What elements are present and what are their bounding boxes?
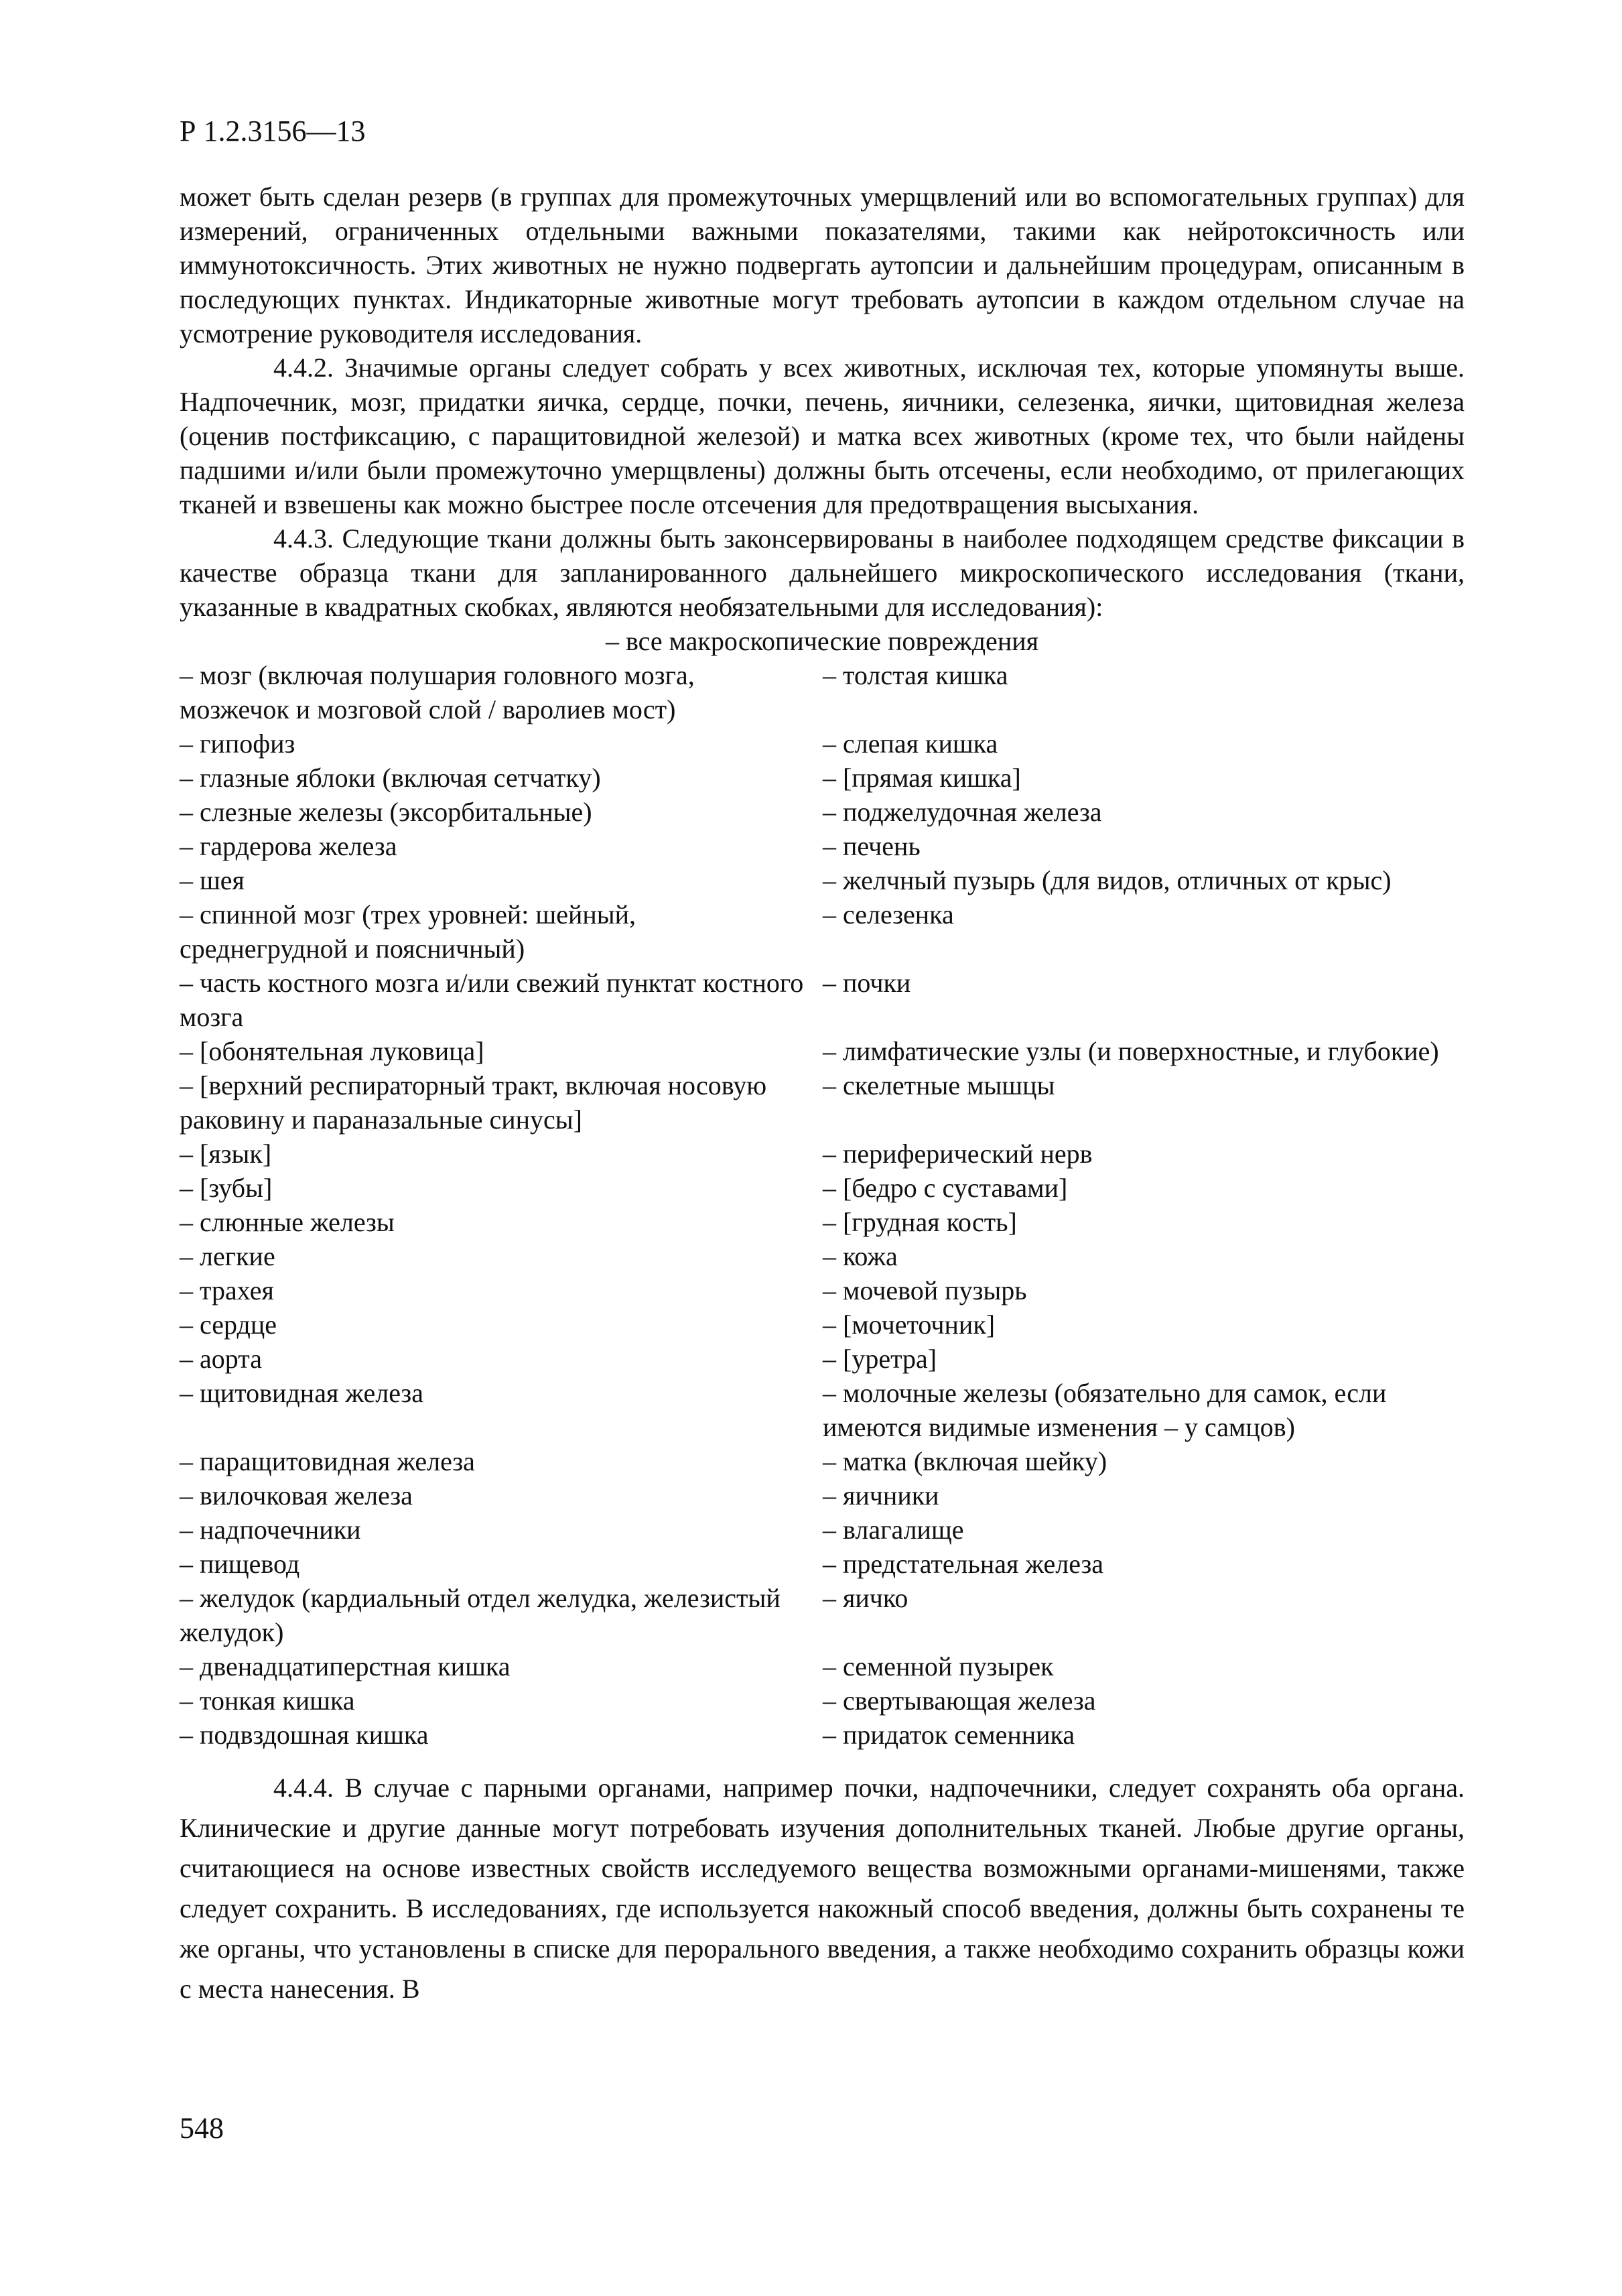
tissue-item-right: – кожа bbox=[823, 1241, 898, 1271]
tissue-item-left: – сердце bbox=[180, 1310, 277, 1340]
tissue-item-left: – глазные яблоки (включая сетчатку) bbox=[180, 763, 601, 793]
tissue-item-right: – свертывающая железа bbox=[823, 1685, 1096, 1716]
tissue-item-left: – вилочковая железа bbox=[180, 1480, 413, 1511]
tissue-item-left: – спинной мозг (трех уровней: шейный, среднегрудной и поясничный) bbox=[180, 899, 636, 964]
tissue-item-right: – мочевой пузырь bbox=[823, 1275, 1027, 1305]
tissue-item-left: – [верхний респираторный тракт, включая носовую раковину и параназальные синусы] bbox=[180, 1070, 767, 1135]
tissue-item-left: – надпочечники bbox=[180, 1515, 361, 1545]
tissue-item-left: – [обонятельная луковица] bbox=[180, 1036, 484, 1066]
tissue-item-left: – слезные железы (эксорбитальные) bbox=[180, 797, 592, 827]
tissue-item-right: – [бедро с суставами] bbox=[823, 1173, 1068, 1203]
tissue-list-header: – все макроскопические повреждения bbox=[605, 626, 1039, 656]
tissue-item-left: – тонкая кишка bbox=[180, 1685, 355, 1716]
tissue-item-right: – [уретра] bbox=[823, 1344, 937, 1374]
tissue-item-right: – толстая кишка bbox=[823, 660, 1008, 690]
paragraph-4-4-2: 4.4.2. Значимые органы следует собрать у всех животных, исключая тех, которые упомянуты выше. Надпочечник, мозг, придатки яичка, сердце, почки, печень, яичники, селезенка, яички, щитовидная железа (оценив постфиксацию, с паращитовидной железой) и матка всех животных (кроме тех, что были найдены падшими и/или были промежуточно умерщвлены) должны быть отсечены, если необходимо, от прилегающих тканей и взвешены как можно быстрее после отсечения для предотвращения высыхания. bbox=[180, 353, 1465, 519]
tissue-item-right: – яичники bbox=[823, 1480, 939, 1511]
paragraph-intro: может быть сделан резерв (в группах для промежуточных умерщвлений или во вспомогательных группах) для измерений, ограниченных отдельными важными показателями, такими как нейротоксичность или иммунотоксичность. Этих животных не нужно подвергать аутопсии и дальнейшим процедурам, описанным в последующих пунктах. Индикаторные животные могут требовать аутопсии в каждом отдельном случае на усмотрение руководителя исследования. bbox=[180, 182, 1465, 348]
tissue-item-right: – [мочеточник] bbox=[823, 1310, 996, 1340]
tissue-item-left: – легкие bbox=[180, 1241, 275, 1271]
tissue-item-right: – слепая кишка bbox=[823, 728, 998, 759]
tissue-item-right: – матка (включая шейку) bbox=[823, 1446, 1107, 1476]
tissue-item-right: – [грудная кость] bbox=[823, 1207, 1017, 1237]
tissue-item-left: – мозг (включая полушария головного мозга, мозжечок и мозговой слой / варолиев мост) bbox=[180, 660, 695, 724]
tissue-item-right: – молочные железы (обязательно для самок, если имеются видимые изменения – у самцов) bbox=[823, 1378, 1387, 1442]
tissue-item-left: – трахея bbox=[180, 1275, 274, 1305]
tissue-item-right: – периферический нерв bbox=[823, 1139, 1093, 1169]
tissue-item-right: – придаток семенника bbox=[823, 1720, 1075, 1750]
tissue-item-left: – щитовидная железа bbox=[180, 1378, 423, 1408]
tissue-item-left: – двенадцатиперстная кишка bbox=[180, 1651, 511, 1681]
tissue-item-left: – пищевод bbox=[180, 1549, 300, 1579]
tissue-item-left: – слюнные железы bbox=[180, 1207, 395, 1237]
tissue-item-left: – [язык] bbox=[180, 1139, 272, 1169]
tissue-item-right: – селезенка bbox=[823, 899, 954, 930]
tissue-item-left: – паращитовидная железа bbox=[180, 1446, 475, 1476]
tissue-item-right: – скелетные мышцы bbox=[823, 1070, 1055, 1100]
page-number: 548 bbox=[180, 2112, 224, 2145]
tissue-item-right: – лимфатические узлы (и поверхностные, и глубокие) bbox=[823, 1036, 1439, 1066]
tissue-item-right: – предстательная железа bbox=[823, 1549, 1104, 1579]
tissue-item-right: – почки bbox=[823, 968, 911, 998]
tissue-item-right: – яичко bbox=[823, 1583, 908, 1613]
tissue-item-right: – желчный пузырь (для видов, отличных от крыс) bbox=[823, 865, 1392, 895]
document-code: Р 1.2.3156—13 bbox=[180, 115, 366, 147]
tissue-list bbox=[180, 658, 1465, 1752]
paragraph-4-4-4: 4.4.4. В случае с парными органами, например почки, надпочечники, следует сохранять оба органа. Клинические и другие данные могут потребовать изучения дополнительных тканей. Любые другие органы, считающиеся на основе известных свойств исследуемого вещества возможными органами-мишенями, также следует сохранить. В исследованиях, где используется накожный способ введения, должны быть сохранены те же органы, что установлены в списке для перорального введения, а также необходимо сохранить образцы кожи с места нанесения. В bbox=[180, 1773, 1465, 2004]
tissue-item-left: – желудок (кардиальный отдел желудка, железистый желудок) bbox=[180, 1583, 781, 1647]
tissue-item-left: – подвздошная кишка bbox=[180, 1720, 429, 1750]
paragraph-4-4-3: 4.4.3. Следующие ткани должны быть законсервированы в наиболее подходящем средстве фиксации в качестве образца ткани для запланированного дальнейшего микроскопического исследования (ткани, указанные в квадратных скобках, являются необязательными для исследования): bbox=[180, 523, 1465, 622]
tissue-item-right: – поджелудочная железа bbox=[823, 797, 1102, 827]
page-body bbox=[180, 180, 1465, 2009]
tissue-item-left: – шея bbox=[180, 865, 245, 895]
tissue-item-left: – аорта bbox=[180, 1344, 262, 1374]
tissue-item-right: – [прямая кишка] bbox=[823, 763, 1021, 793]
tissue-item-right: – семенной пузырек bbox=[823, 1651, 1054, 1681]
tissue-item-left: – гардерова железа bbox=[180, 831, 397, 861]
tissue-item-left: – гипофиз bbox=[180, 728, 295, 759]
tissue-item-left: – [зубы] bbox=[180, 1173, 273, 1203]
tissue-item-right: – влагалище bbox=[823, 1515, 964, 1545]
tissue-item-right: – печень bbox=[823, 831, 921, 861]
tissue-item-left: – часть костного мозга и/или свежий пунктат костного мозга bbox=[180, 968, 804, 1032]
